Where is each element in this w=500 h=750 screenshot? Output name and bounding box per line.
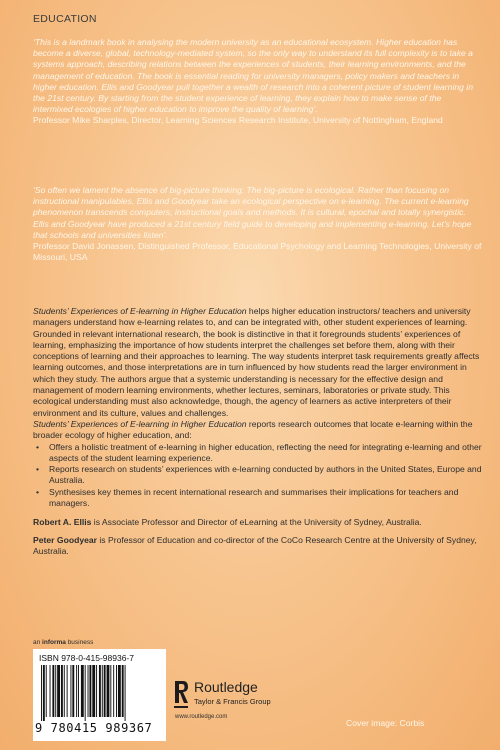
quote-text: ‘This is a landmark book in analysing the modern university as an educational ecosystem. Higher education has become a diverse, global, technology-mediated system, so the only way to understand its full complexity is to take a systems approach, describing relations between the experiences of students, their learning environments, and the management of education. The book is essential reading for university managers, policy makers and teachers in higher education. Ellis and Goodyear pull together a wealth of research into a coherent picture of student learning in the 21st century. By starting from the student experience of learning, they explain how to make sense of the intermixed ecologies of higher education to improve the quality of learning’. — [33, 37, 473, 115]
barcode-bar — [76, 665, 77, 717]
barcode-panel — [33, 649, 166, 741]
description-paragraph-1: Students’ Experiences of E-learning in Higher Education helps higher education instructors/ teachers and university managers understand how e-learning relates to, and can be integrated with, other student experiences of learning. Grounded in relevant international research, the book is distinctive in that it foregrounds students’ experiences of learning, emphasizing the importance of how students interpret the challenges set before them, along with their conceptions of learning and their approaches to learning. The way students interpret task requirements greatly affects learning outcomes, and those interpretations are in turn influenced by how students read the larger environment in which they study. The authors argue that a systemic understanding is necessary for the effective design and management of modern learning environments, whether lectures, seminars, laboratories or private study. This ecological understanding must also acknowledge, though, the agency of learners as active interpreters of their environment and its culture, values and challenges. — [33, 306, 480, 418]
barcode-bar — [89, 665, 91, 717]
barcode-bar — [116, 665, 117, 717]
quote-attribution: Professor Mike Sharples, Director, Learning Sciences Research Institute, University of Nottingham, England — [33, 115, 443, 126]
barcode-bar — [118, 665, 121, 717]
feature-list — [33, 442, 485, 510]
publisher-url: www.routledge.com — [175, 714, 228, 720]
barcode-bar — [85, 665, 86, 721]
barcode-bar — [52, 665, 54, 717]
barcode-bar — [67, 665, 68, 717]
barcode-bar — [55, 665, 56, 717]
book-description — [33, 306, 485, 557]
barcode-bar — [102, 665, 103, 717]
cover-image-credit: Cover image: Corbis — [346, 718, 425, 728]
category-label: EDUCATION — [33, 13, 97, 25]
isbn-label: ISBN 978-0-415-98936-7 — [39, 653, 134, 663]
quote-text: ‘So often we lament the absence of big-picture thinking. The big-picture is ecological. Rather than focusing on instructional manipulables, Ellis and Goodyear take an ecological perspective on e-learning. The current e-learning phenomenon transcends computers, instructional goals and methods. It is cultural, epochal and totally synergistic. Ellis and Goodyear have produced a 21st century field guide to developing and implementing e-learning. Let’s hope that schools and universities listen’. — [33, 185, 472, 240]
routledge-logo-icon — [172, 679, 190, 711]
quote-attribution: Professor David Jonassen, Distinguished Professor, Educational Psychology and Learning Technologies, University of Missouri, USA — [33, 241, 482, 263]
barcode-bar — [43, 665, 45, 721]
barcode-bar — [110, 665, 111, 717]
barcode-bar — [78, 665, 79, 717]
publisher-name: Routledge — [194, 679, 258, 695]
description-paragraph-2: Students’ Experiences of E-learning in Higher Education reports research outcomes that locate e-learning within the broader ecology of higher education, and: — [33, 418, 473, 441]
publisher-logo — [172, 679, 322, 729]
list-item: • Reports research on students’ experiences with e-learning conducted by authors in the United States, Europe and Australia. — [33, 464, 485, 487]
barcode-bar — [92, 665, 95, 717]
barcode-bar — [88, 665, 89, 717]
barcode-number: 9 780415 989367 — [35, 721, 153, 735]
barcode-bar — [107, 665, 110, 717]
barcode-bar — [96, 665, 97, 717]
barcode-bar — [46, 665, 47, 717]
barcode-bar — [113, 665, 114, 717]
book-title: Students’ Experiences of E-learning in Higher Education — [33, 306, 247, 316]
barcode-bar — [50, 665, 51, 717]
barcode-bar — [81, 665, 84, 717]
barcode-bar — [57, 665, 60, 717]
list-item: • Offers a holistic treatment of e-learning in higher education, reflecting the need for integrating e-learning and other aspects of the student learning experience. — [33, 442, 485, 465]
barcode-bar — [64, 665, 65, 717]
barcode-bar — [41, 665, 42, 721]
barcode-bar — [72, 665, 74, 717]
barcode-bar — [70, 665, 71, 717]
barcode-bar — [104, 665, 106, 717]
author-bio-1: Robert A. Ellis is Associate Professor and Director of eLearning at the University of Sydney, Australia. — [33, 517, 422, 528]
author-name: Peter Goodyear — [33, 534, 97, 545]
publisher-subtitle: Taylor & Francis Group — [194, 697, 271, 706]
endorsement-quote-2 — [33, 185, 483, 263]
book-title: Students’ Experiences of E-learning in Higher Education — [33, 418, 247, 429]
barcode-bar — [122, 665, 124, 717]
barcode-icon — [39, 665, 160, 721]
informa-business-tag: an informa business — [33, 639, 94, 646]
barcode-bar — [61, 665, 63, 717]
endorsement-quote-1 — [33, 37, 483, 127]
barcode-bar — [99, 665, 101, 717]
list-item: • Synthesises key themes in recent international research and summarises their implications for teachers and managers. — [33, 487, 485, 510]
footer — [0, 639, 500, 750]
author-bio-2: Peter Goodyear is Professor of Education and co-director of the CoCo Research Centre at the University of Sydney, Australia. — [33, 534, 477, 556]
barcode-bar — [125, 665, 126, 721]
author-name: Robert A. Ellis — [33, 517, 92, 528]
